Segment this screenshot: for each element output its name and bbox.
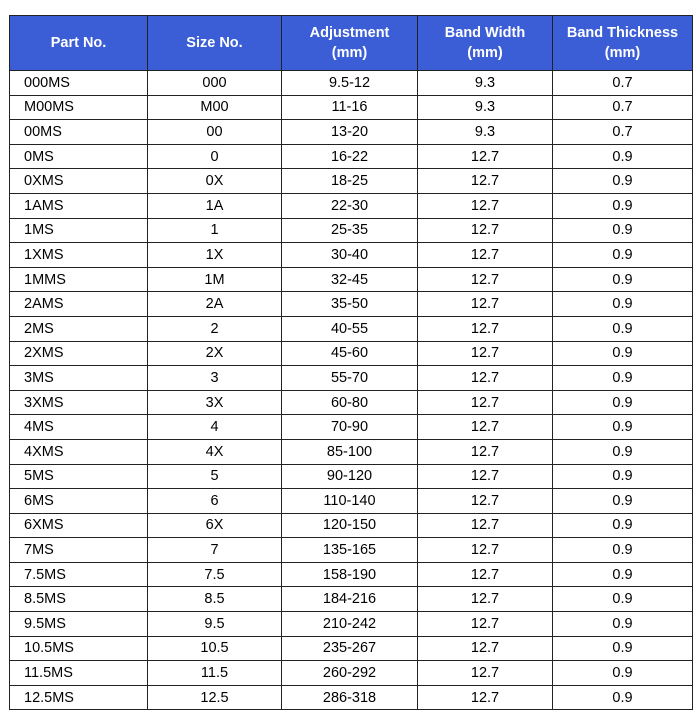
column-header-unit: (mm)	[467, 45, 503, 61]
cell-band-thickness: 0.9	[553, 489, 693, 514]
cell-band-width: 12.7	[418, 390, 553, 415]
cell-adjustment: 25-35	[282, 218, 418, 243]
cell-part-no: M00MS	[10, 95, 148, 120]
cell-size-no: 1A	[148, 193, 282, 218]
cell-band-width: 12.7	[418, 218, 553, 243]
cell-size-no: 6	[148, 489, 282, 514]
cell-adjustment: 16-22	[282, 144, 418, 169]
cell-size-no: 3	[148, 366, 282, 391]
table-row	[10, 95, 693, 120]
column-header-label: Part No.	[50, 35, 107, 51]
table-header	[10, 16, 693, 71]
cell-band-thickness: 0.9	[553, 366, 693, 391]
cell-adjustment: 45-60	[282, 341, 418, 366]
cell-size-no: 4	[148, 415, 282, 440]
cell-band-thickness: 0.9	[553, 218, 693, 243]
cell-band-thickness: 0.9	[553, 341, 693, 366]
cell-part-no: 10.5MS	[10, 636, 148, 661]
cell-part-no: 1XMS	[10, 243, 148, 268]
cell-part-no: 6MS	[10, 489, 148, 514]
table-row	[10, 612, 693, 637]
cell-band-width: 12.7	[418, 292, 553, 317]
cell-band-width: 12.7	[418, 439, 553, 464]
cell-band-width: 12.7	[418, 562, 553, 587]
cell-part-no: 1MS	[10, 218, 148, 243]
cell-part-no: 5MS	[10, 464, 148, 489]
cell-band-thickness: 0.9	[553, 538, 693, 563]
cell-band-thickness: 0.9	[553, 587, 693, 612]
cell-part-no: 4MS	[10, 415, 148, 440]
cell-adjustment: 13-20	[282, 120, 418, 145]
cell-adjustment: 286-318	[282, 685, 418, 710]
cell-adjustment: 120-150	[282, 513, 418, 538]
table-row	[10, 193, 693, 218]
cell-part-no: 8.5MS	[10, 587, 148, 612]
cell-adjustment: 184-216	[282, 587, 418, 612]
cell-band-width: 9.3	[418, 71, 553, 96]
cell-band-width: 12.7	[418, 415, 553, 440]
table-row	[10, 341, 693, 366]
cell-part-no: 7MS	[10, 538, 148, 563]
table-row	[10, 489, 693, 514]
cell-band-thickness: 0.9	[553, 513, 693, 538]
table-row	[10, 538, 693, 563]
cell-size-no: 11.5	[148, 661, 282, 686]
cell-adjustment: 32-45	[282, 267, 418, 292]
table-row	[10, 415, 693, 440]
column-header-label: Size No.	[186, 35, 243, 51]
cell-band-thickness: 0.9	[553, 390, 693, 415]
cell-adjustment: 110-140	[282, 489, 418, 514]
cell-adjustment: 9.5-12	[282, 71, 418, 96]
cell-size-no: M00	[148, 95, 282, 120]
cell-band-thickness: 0.9	[553, 612, 693, 637]
column-header-unit: (mm)	[604, 45, 641, 61]
table-row	[10, 267, 693, 292]
cell-part-no: 9.5MS	[10, 612, 148, 637]
cell-size-no: 0X	[148, 169, 282, 194]
cell-part-no: 4XMS	[10, 439, 148, 464]
cell-band-width: 12.7	[418, 685, 553, 710]
cell-adjustment: 22-30	[282, 193, 418, 218]
cell-band-width: 12.7	[418, 513, 553, 538]
column-header-part-no	[10, 16, 148, 71]
cell-size-no: 1	[148, 218, 282, 243]
column-header-adjustment	[282, 16, 418, 71]
cell-size-no: 12.5	[148, 685, 282, 710]
table-row	[10, 71, 693, 96]
cell-band-width: 12.7	[418, 341, 553, 366]
cell-band-width: 12.7	[418, 366, 553, 391]
cell-size-no: 9.5	[148, 612, 282, 637]
cell-size-no: 2A	[148, 292, 282, 317]
cell-size-no: 6X	[148, 513, 282, 538]
cell-size-no: 8.5	[148, 587, 282, 612]
table-row	[10, 513, 693, 538]
cell-part-no: 7.5MS	[10, 562, 148, 587]
cell-band-width: 12.7	[418, 636, 553, 661]
cell-adjustment: 260-292	[282, 661, 418, 686]
table-row	[10, 366, 693, 391]
column-header-unit: (mm)	[331, 45, 368, 61]
table-row	[10, 562, 693, 587]
cell-band-thickness: 0.9	[553, 316, 693, 341]
cell-adjustment: 60-80	[282, 390, 418, 415]
cell-size-no: 1M	[148, 267, 282, 292]
table-row	[10, 661, 693, 686]
cell-adjustment: 30-40	[282, 243, 418, 268]
cell-size-no: 7.5	[148, 562, 282, 587]
cell-size-no: 0	[148, 144, 282, 169]
column-header-label: Band Width	[444, 25, 526, 41]
cell-size-no: 2X	[148, 341, 282, 366]
table-row	[10, 636, 693, 661]
cell-band-thickness: 0.7	[553, 71, 693, 96]
cell-band-width: 12.7	[418, 464, 553, 489]
cell-part-no: 3XMS	[10, 390, 148, 415]
cell-adjustment: 210-242	[282, 612, 418, 637]
table-row	[10, 243, 693, 268]
cell-part-no: 6XMS	[10, 513, 148, 538]
cell-part-no: 1MMS	[10, 267, 148, 292]
cell-band-width: 12.7	[418, 538, 553, 563]
table-row	[10, 169, 693, 194]
cell-band-width: 12.7	[418, 144, 553, 169]
cell-adjustment: 135-165	[282, 538, 418, 563]
cell-size-no: 10.5	[148, 636, 282, 661]
cell-band-width: 12.7	[418, 661, 553, 686]
cell-band-width: 12.7	[418, 169, 553, 194]
cell-part-no: 0MS	[10, 144, 148, 169]
cell-band-width: 12.7	[418, 267, 553, 292]
table-row	[10, 144, 693, 169]
cell-part-no: 0XMS	[10, 169, 148, 194]
cell-band-thickness: 0.9	[553, 415, 693, 440]
cell-band-thickness: 0.9	[553, 193, 693, 218]
cell-size-no: 2	[148, 316, 282, 341]
cell-band-thickness: 0.9	[553, 243, 693, 268]
column-header-band-thickness	[553, 16, 693, 71]
cell-band-thickness: 0.7	[553, 95, 693, 120]
cell-size-no: 3X	[148, 390, 282, 415]
cell-band-thickness: 0.9	[553, 562, 693, 587]
cell-band-thickness: 0.9	[553, 292, 693, 317]
table-row	[10, 316, 693, 341]
cell-part-no: 2XMS	[10, 341, 148, 366]
cell-size-no: 000	[148, 71, 282, 96]
cell-part-no: 1AMS	[10, 193, 148, 218]
table-row	[10, 292, 693, 317]
cell-band-thickness: 0.9	[553, 464, 693, 489]
cell-adjustment: 40-55	[282, 316, 418, 341]
cell-size-no: 7	[148, 538, 282, 563]
cell-band-thickness: 0.9	[553, 685, 693, 710]
column-header-size-no	[148, 16, 282, 71]
cell-band-width: 12.7	[418, 193, 553, 218]
cell-band-thickness: 0.9	[553, 169, 693, 194]
cell-adjustment: 55-70	[282, 366, 418, 391]
cell-part-no: 12.5MS	[10, 685, 148, 710]
cell-adjustment: 158-190	[282, 562, 418, 587]
cell-part-no: 000MS	[10, 71, 148, 96]
cell-band-width: 12.7	[418, 587, 553, 612]
table-row	[10, 464, 693, 489]
cell-band-thickness: 0.9	[553, 144, 693, 169]
cell-part-no: 11.5MS	[10, 661, 148, 686]
cell-band-thickness: 0.9	[553, 636, 693, 661]
cell-band-width: 12.7	[418, 243, 553, 268]
cell-adjustment: 235-267	[282, 636, 418, 661]
cell-band-thickness: 0.7	[553, 120, 693, 145]
cell-size-no: 1X	[148, 243, 282, 268]
table-body	[10, 71, 693, 710]
cell-part-no: 2MS	[10, 316, 148, 341]
cell-band-width: 12.7	[418, 489, 553, 514]
column-header-label: Adjustment	[309, 25, 390, 41]
cell-band-thickness: 0.9	[553, 661, 693, 686]
table-row	[10, 120, 693, 145]
table-row	[10, 587, 693, 612]
cell-adjustment: 90-120	[282, 464, 418, 489]
cell-size-no: 00	[148, 120, 282, 145]
cell-band-thickness: 0.9	[553, 439, 693, 464]
cell-part-no: 3MS	[10, 366, 148, 391]
cell-adjustment: 18-25	[282, 169, 418, 194]
cell-band-width: 12.7	[418, 612, 553, 637]
cell-size-no: 4X	[148, 439, 282, 464]
cell-band-width: 9.3	[418, 95, 553, 120]
cell-adjustment: 35-50	[282, 292, 418, 317]
cell-adjustment: 11-16	[282, 95, 418, 120]
table-row	[10, 685, 693, 710]
column-header-label: Band Thickness	[566, 25, 679, 41]
cell-part-no: 00MS	[10, 120, 148, 145]
cell-adjustment: 85-100	[282, 439, 418, 464]
cell-adjustment: 70-90	[282, 415, 418, 440]
cell-part-no: 2AMS	[10, 292, 148, 317]
table-row	[10, 218, 693, 243]
spec-table	[9, 15, 693, 710]
table-row	[10, 439, 693, 464]
table-row	[10, 390, 693, 415]
cell-band-thickness: 0.9	[553, 267, 693, 292]
header-row	[10, 16, 693, 71]
cell-band-width: 9.3	[418, 120, 553, 145]
column-header-band-width	[418, 16, 553, 71]
cell-band-width: 12.7	[418, 316, 553, 341]
cell-size-no: 5	[148, 464, 282, 489]
